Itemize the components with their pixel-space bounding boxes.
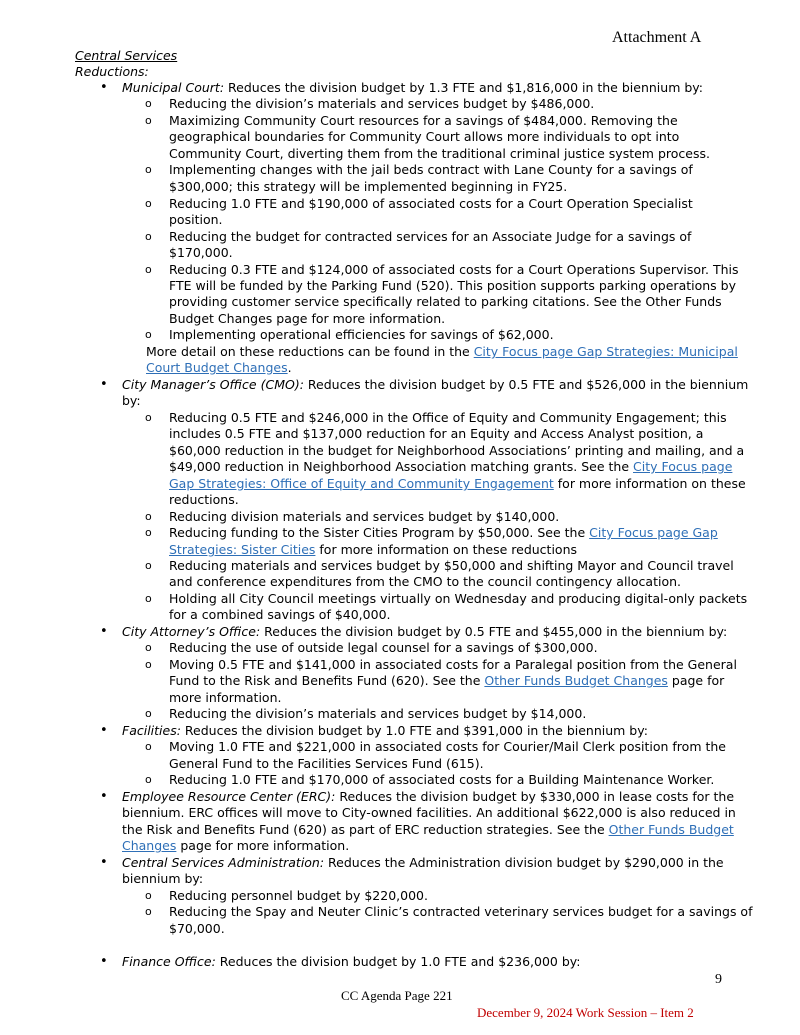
list-item: Reducing the use of outside legal counsel for a savings of $300,000. — [169, 640, 598, 655]
other-funds-budget-link-continued[interactable]: Changes — [122, 838, 177, 853]
list-item-continued: Fund to the Risk and Benefits Fund (620). See the Other Funds Budget Changes page for — [169, 673, 725, 688]
sub-bullet-glyph: o — [145, 328, 152, 341]
list-item: Moving 0.5 FTE and $141,000 in associated costs for a Paralegal position from the General — [169, 657, 737, 672]
sub-bullet-glyph: o — [145, 263, 152, 276]
list-item: Reducing materials and services budget by $50,000 and shifting Mayor and Council travel — [169, 558, 734, 573]
central-services-admin-item: Central Services Administration: Reduces the Administration division budget by $290,000 in the — [122, 855, 724, 870]
bullet-glyph: • — [100, 855, 108, 870]
bullet-glyph: • — [100, 954, 108, 969]
oece-gap-link[interactable]: City Focus page — [633, 459, 733, 474]
list-item: Reducing division materials and services budget by $140,000. — [169, 509, 560, 524]
sub-bullet-glyph: o — [145, 163, 152, 176]
list-item-continued: reductions. — [169, 492, 239, 507]
sub-bullet-glyph: o — [145, 197, 152, 210]
item-title: Municipal Court: — [122, 80, 225, 95]
list-item: Reducing personnel budget by $220,000. — [169, 888, 428, 903]
list-item: Reducing 0.5 FTE and $246,000 in the Office of Equity and Community Engagement; this — [169, 410, 727, 425]
bullet-glyph: • — [100, 624, 108, 639]
agenda-page-label: CC Agenda Page 221 — [341, 988, 453, 1003]
list-item-continued: more information. — [169, 690, 282, 705]
sub-bullet-glyph: o — [145, 740, 152, 753]
municipal-court-gap-link-continued[interactable]: Court Budget Changes — [146, 360, 288, 375]
list-item: Reducing the Spay and Neuter Clinic’s contracted veterinary services budget for a savings of — [169, 904, 753, 919]
city-attorney-item: City Attorney’s Office: Reduces the division budget by 0.5 FTE and $455,000 in the biennium by: — [122, 624, 728, 639]
list-item: Implementing operational efficiencies for savings of $62,000. — [169, 327, 554, 342]
list-item-continued: $300,000; this strategy will be implemented beginning in FY25. — [169, 179, 568, 194]
list-item-continued: Budget Changes page for more information. — [169, 311, 446, 326]
item-title: City Manager’s Office (CMO): — [122, 377, 304, 392]
city-managers-office-item: City Manager’s Office (CMO): Reduces the division budget by 0.5 FTE and $526,000 in the biennium — [122, 377, 749, 392]
list-item-continued: biennium. ERC offices will move to City-owned facilities. An additional $622,000 is also reduced in — [122, 805, 736, 820]
list-item: Holding all City Council meetings virtually on Wednesday and producing digital-only packets — [169, 591, 748, 606]
list-item-continued: Community Court, diverting them from the traditional criminal justice system process. — [169, 146, 710, 161]
sub-bullet-glyph: o — [145, 707, 152, 720]
list-item-continued: providing customer service specifically related to parking citations. See the Other Funds — [169, 294, 722, 309]
item-title: Employee Resource Center (ERC): — [122, 789, 336, 804]
oece-gap-link-continued[interactable]: Gap Strategies: Office of Equity and Community Engagement — [169, 476, 554, 491]
bullet-glyph: • — [100, 789, 108, 804]
item-title: Facilities: — [122, 723, 181, 738]
section-title: Central Services — [75, 48, 178, 63]
list-item-continued: includes 0.5 FTE and $137,000 reduction for an Equity and Access Analyst position, a — [169, 426, 704, 441]
list-item-continued: $60,000 reduction in the budget for Neighborhood Associations’ printing and mailing, and a — [169, 443, 745, 458]
other-funds-budget-changes-link[interactable]: Other Funds Budget Changes — [484, 673, 668, 688]
employee-resource-center-item: Employee Resource Center (ERC): Reduces the division budget by $330,000 in lease costs for the — [122, 789, 735, 804]
sub-bullet-glyph: o — [145, 510, 152, 523]
list-item-continued: $70,000. — [169, 921, 225, 936]
list-item-continued: the Risk and Benefits Fund (620) as part of ERC reduction strategies. See the Other Funds Budget — [122, 822, 734, 837]
item-title: Finance Office: — [122, 954, 216, 969]
list-item: Reducing the budget for contracted services for an Associate Judge for a savings of — [169, 229, 692, 244]
facilities-item: Facilities: Reduces the division budget by 1.0 FTE and $391,000 in the biennium by: — [122, 723, 648, 738]
list-item-continued: and conference expenditures from the CMO to the council contingency allocation. — [169, 574, 681, 589]
list-item-continued: Strategies: Sister Cities for more information on these reductions — [169, 542, 578, 557]
more-detail-line: More detail on these reductions can be found in the City Focus page Gap Strategies: Municipal — [146, 344, 738, 359]
list-item-continued: biennium by: — [122, 871, 204, 886]
bullet-glyph: • — [100, 377, 108, 392]
sub-bullet-glyph: o — [145, 889, 152, 902]
item-title: Central Services Administration: — [122, 855, 325, 870]
sub-bullet-glyph: o — [145, 114, 152, 127]
work-session-label: December 9, 2024 Work Session – Item 2 — [477, 1005, 694, 1020]
attachment-label: Attachment A — [612, 29, 702, 46]
sub-bullet-glyph: o — [145, 592, 152, 605]
sub-bullet-glyph: o — [145, 526, 152, 539]
sub-bullet-glyph: o — [145, 97, 152, 110]
list-item-continued: General Fund to the Facilities Services Fund (615). — [169, 756, 484, 771]
list-item-continued: geographical boundaries for Community Court allows more individuals to opt into — [169, 129, 680, 144]
list-item: Reducing 1.0 FTE and $190,000 of associated costs for a Court Operation Specialist — [169, 196, 693, 211]
sub-bullet-glyph: o — [145, 658, 152, 671]
item-title: City Attorney’s Office: — [122, 624, 261, 639]
list-item-continued: $170,000. — [169, 245, 233, 260]
sub-bullet-glyph: o — [145, 411, 152, 424]
list-item: Reducing funding to the Sister Cities Program by $50,000. See the City Focus page Gap — [169, 525, 718, 540]
sub-bullet-glyph: o — [145, 559, 152, 572]
list-item-continued: FTE will be funded by the Parking Fund (520). This position supports parking operations by — [169, 278, 736, 293]
page-number: 9 — [715, 972, 722, 987]
list-item-continued: Gap Strategies: Office of Equity and Community Engagement for more information on these — [169, 476, 746, 491]
list-item: Reducing 0.3 FTE and $124,000 of associated costs for a Court Operations Supervisor. This — [169, 262, 739, 277]
municipal-court-gap-link[interactable]: City Focus page Gap Strategies: Municipal — [473, 344, 738, 359]
list-item-continued: Changes page for more information. — [122, 838, 350, 853]
list-item-continued: $49,000 reduction in Neighborhood Association matching grants. See the City Focus page — [169, 459, 733, 474]
list-item: Maximizing Community Court resources for a savings of $484,000. Removing the — [169, 113, 678, 128]
list-item: Reducing the division’s materials and services budget by $14,000. — [169, 706, 587, 721]
sub-bullet-glyph: o — [145, 773, 152, 786]
sub-bullet-glyph: o — [145, 905, 152, 918]
bullet-glyph: • — [100, 723, 108, 738]
list-item: Moving 1.0 FTE and $221,000 in associated costs for Courier/Mail Clerk position from the — [169, 739, 726, 754]
reductions-subheading: Reductions: — [75, 64, 149, 79]
other-funds-budget-link[interactable]: Other Funds Budget — [608, 822, 734, 837]
sub-bullet-glyph: o — [145, 641, 152, 654]
list-item-continued: for a combined savings of $40,000. — [169, 607, 391, 622]
finance-office-item: Finance Office: Reduces the division budget by 1.0 FTE and $236,000 by: — [122, 954, 581, 969]
bullet-glyph: • — [100, 80, 108, 95]
list-item: Implementing changes with the jail beds contract with Lane County for a savings of — [169, 162, 693, 177]
list-item-continued: position. — [169, 212, 223, 227]
sister-cities-gap-link-continued[interactable]: Strategies: Sister Cities — [169, 542, 316, 557]
more-detail-line-continued: Court Budget Changes. — [146, 360, 292, 375]
municipal-court-item: Municipal Court: Reduces the division budget by 1.3 FTE and $1,816,000 in the biennium by: — [122, 80, 703, 95]
list-item: Reducing 1.0 FTE and $170,000 of associated costs for a Building Maintenance Worker. — [169, 772, 715, 787]
list-item: Reducing the division’s materials and services budget by $486,000. — [169, 96, 595, 111]
sub-bullet-glyph: o — [145, 230, 152, 243]
sister-cities-gap-link[interactable]: City Focus page Gap — [589, 525, 718, 540]
list-item-continued: by: — [122, 393, 141, 408]
